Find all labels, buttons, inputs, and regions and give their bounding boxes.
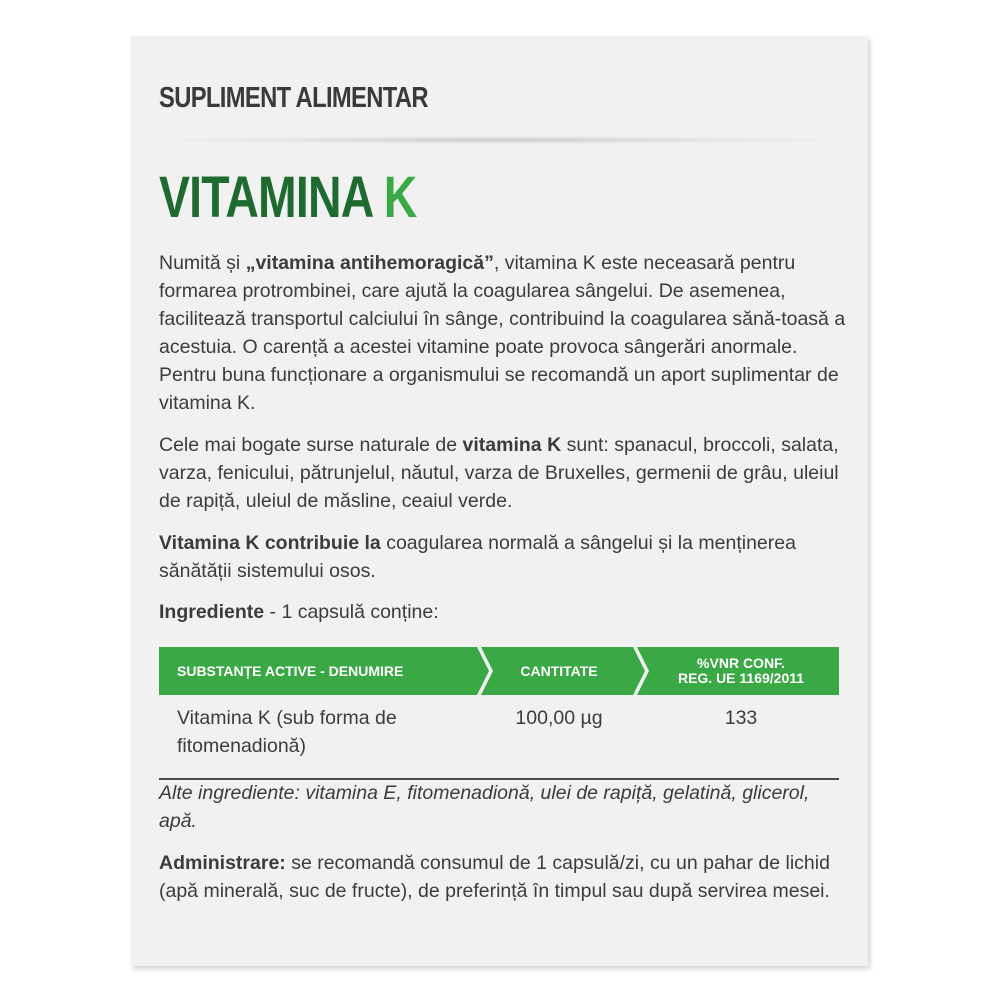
description-body bbox=[159, 249, 849, 626]
additional-info bbox=[159, 779, 849, 905]
header-vnr-line1: %VNR CONF. bbox=[697, 655, 785, 671]
ingredients-bold: Ingrediente bbox=[159, 601, 265, 623]
administration-text: se recomandă consumul de 1 capsulă/zi, cu un pahar de lichid (apă minerală, suc de fructe), de preferință în timpul sau după servirea mesei. bbox=[159, 852, 830, 902]
administration-bold: Administrare: bbox=[159, 852, 286, 874]
sources-paragraph bbox=[159, 431, 849, 515]
ingredients-table bbox=[159, 647, 839, 765]
product-category-label: SUPLIMENT ALIMENTAR bbox=[159, 82, 428, 114]
header-substance: SUBSTANȚE ACTIVE - DENUMIRE bbox=[177, 662, 404, 679]
contribution-bold: Vitamina K contribuie la bbox=[159, 532, 381, 554]
header-vnr-line2: REG. UE 1169/2011 bbox=[677, 670, 805, 686]
contribution-text: coagularea normală a sângelui și la menținerea sănătății sistemului osos. bbox=[159, 532, 796, 582]
cell-quantity: 100,00 µg bbox=[515, 707, 603, 729]
intro-bold: „vitamina antihemoragică” bbox=[245, 252, 494, 274]
product-title bbox=[159, 164, 417, 231]
contribution-paragraph bbox=[159, 529, 849, 585]
product-info-card bbox=[131, 36, 868, 966]
intro-paragraph bbox=[159, 249, 849, 417]
table-header bbox=[159, 647, 839, 695]
cell-vnr: 133 bbox=[724, 707, 758, 729]
sources-text-end: sunt: spanacul, broccoli, salata, varza, fenicului, pătrunjelul, năutul, varza de Bruxelles, germenii de grâu, uleiul de rapiță, uleiul de măsline, ceaiul verde. bbox=[159, 434, 839, 512]
other-ingredients: Alte ingrediente: vitamina E, fitomenadionă, ulei de rapiță, gelatină, glicerol, apă. bbox=[159, 782, 810, 832]
ingredients-text: - 1 capsulă conține: bbox=[264, 601, 439, 623]
intro-text-end: , vitamina K este neceasară pentru formarea protrombinei, care ajută la coagularea sângelui. De asemenea, facilitează transportul calciului în sânge, contribuind la coagularea sănă-toasă a acestuia. O carență a acestei vitamine poate provoca sângerări anormale. Pentru buna funcționare a organismului se recomandă un aport suplimentar de vitamina K. bbox=[159, 252, 846, 414]
title-letter: K bbox=[383, 165, 417, 230]
ingredients-intro bbox=[159, 598, 849, 626]
header-divider bbox=[159, 136, 839, 144]
header-vnr bbox=[643, 647, 839, 695]
intro-text-start: Numită și bbox=[159, 252, 246, 274]
title-main: VITAMINA bbox=[159, 165, 372, 230]
cell-substance-name: Vitamina K (sub forma de fitomenadionă) bbox=[177, 707, 397, 757]
sources-text-start: Cele mai bogate surse naturale de bbox=[159, 434, 463, 456]
header-quantity: CANTITATE bbox=[520, 662, 598, 679]
table-row bbox=[159, 695, 839, 765]
administration-paragraph bbox=[159, 849, 849, 905]
sources-bold: vitamina K bbox=[462, 434, 562, 456]
